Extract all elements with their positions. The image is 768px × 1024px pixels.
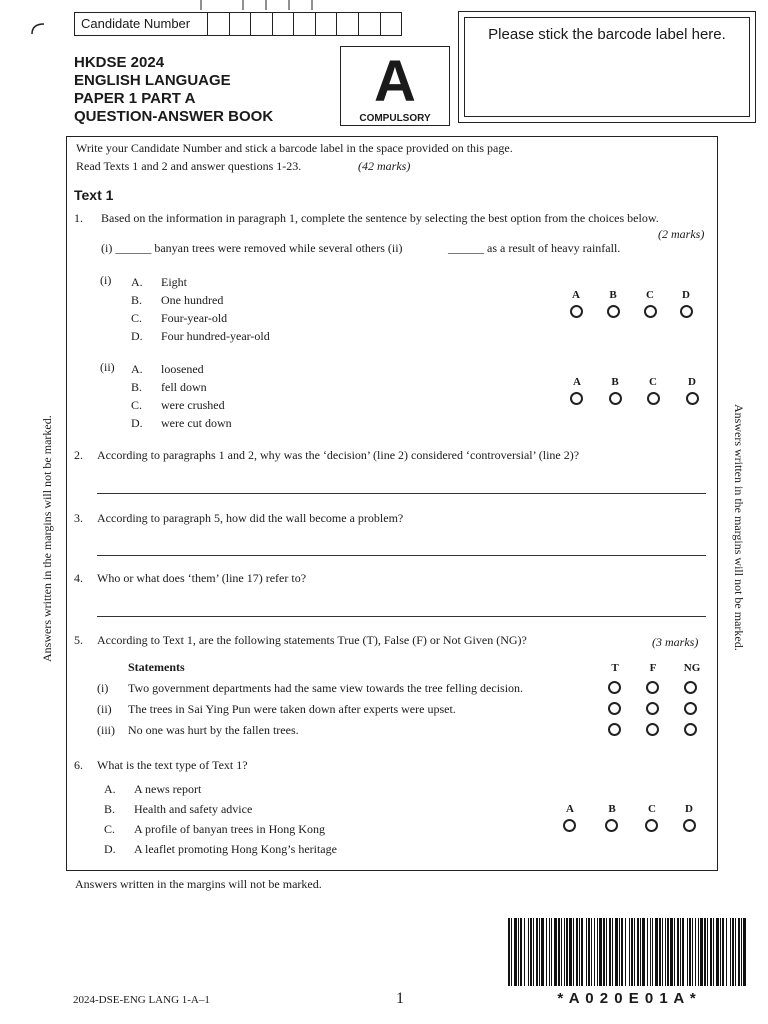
instruction-line-1: Write your Candidate Number and stick a barcode label in the space provided on this page. (76, 141, 513, 155)
answer-bubble-b[interactable] (605, 819, 618, 832)
barcode-stripe (722, 918, 724, 986)
instruction-line-2: Read Texts 1 and 2 and answer questions 1-23. (76, 159, 302, 173)
answer-bubble-d[interactable] (680, 305, 693, 318)
statement-num: (i) (97, 681, 109, 695)
right-margin-note: Answers written in the margins will not be marked. (732, 404, 746, 651)
barcode-stripe (687, 918, 688, 986)
option-letter: A. (104, 782, 116, 796)
barcode-stripe (549, 918, 550, 986)
barcode-stripe (625, 918, 626, 986)
barcode-stripe (579, 918, 580, 986)
q5-number: 5. (74, 633, 83, 647)
option-letter: C. (104, 822, 116, 836)
q1-part2-label: (ii) (100, 360, 115, 374)
barcode-stripe (573, 918, 574, 986)
answer-bubble-c[interactable] (647, 392, 660, 405)
digit-box[interactable] (251, 13, 273, 35)
option-letter: D. (131, 416, 143, 430)
digit-box[interactable] (316, 13, 338, 35)
digit-box[interactable] (359, 13, 381, 35)
margin-note: Answers written in the margins will not be marked. (75, 877, 322, 891)
bubble-true-ii[interactable] (608, 702, 621, 715)
option-text: loosened (161, 362, 204, 376)
barcode-stripe (558, 918, 560, 986)
choice-letter: A (572, 289, 580, 301)
digit-box[interactable] (381, 13, 402, 35)
option-letter: B. (104, 802, 116, 816)
barcode-stripe (536, 918, 538, 986)
barcode-stripe (594, 918, 595, 986)
q4-answer-line[interactable] (97, 616, 706, 617)
option-letter: B. (131, 380, 143, 394)
barcode-stripe (508, 918, 510, 986)
q5-text: According to Text 1, are the following statements True (T), False (F) or Not Given (NG)? (97, 633, 527, 647)
title-line: PAPER 1 PART A (74, 90, 196, 107)
title-line: QUESTION-ANSWER BOOK (74, 108, 274, 125)
choice-letter: B (611, 376, 619, 388)
bubble-ng-i[interactable] (684, 681, 697, 694)
barcode-stripe (738, 918, 740, 986)
choice-letter: D (682, 289, 690, 301)
q1-text: Based on the information in paragraph 1, complete the sentence by selecting the best option from the choices below. (101, 211, 659, 225)
option-text: A news report (134, 782, 202, 796)
barcode-text: * A 0 2 0 E 0 1 A * (557, 990, 697, 1007)
barcode-stripe (716, 918, 719, 986)
choice-letter: D (688, 376, 696, 388)
part-letter: A (374, 49, 416, 114)
page-number: 1 (396, 990, 404, 1007)
option-text: Four hundred-year-old (161, 329, 270, 343)
barcode-stripe (689, 918, 691, 986)
digit-box[interactable] (230, 13, 252, 35)
column-label-not-given: NG (683, 662, 701, 674)
option-letter: B. (131, 293, 143, 307)
statement-text: Two government departments had the same view towards the tree felling decision. (128, 681, 524, 695)
option-text: A leaflet promoting Hong Kong’s heritage (134, 842, 337, 856)
barcode-stripe (533, 918, 534, 986)
choice-letter: A (573, 376, 581, 388)
barcode-stripe (597, 918, 598, 986)
paper-code: 2024-DSE-ENG LANG 1-A–1 (73, 994, 210, 1006)
option-text: One hundred (161, 293, 224, 307)
barcode-stripe (520, 918, 522, 986)
registration-ticks (196, 0, 346, 12)
column-label-false: F (649, 662, 657, 674)
barcode-stripe (637, 918, 639, 986)
barcode-stripe (621, 918, 623, 986)
barcode-stripe (726, 918, 727, 986)
option-letter: A. (131, 362, 143, 376)
q6-options (134, 779, 337, 859)
barcode-stripe (741, 918, 742, 986)
barcode-stripe (609, 918, 611, 986)
barcode-stripe (551, 918, 552, 986)
barcode-stripe (566, 918, 568, 986)
barcode-stripe (569, 918, 572, 986)
answer-bubble-c[interactable] (645, 819, 658, 832)
barcode-stripe (704, 918, 706, 986)
choice-letter: C (646, 289, 654, 301)
q6-text: What is the text type of Text 1? (97, 758, 248, 772)
barcode-stripe (612, 918, 613, 986)
barcode-stripe (720, 918, 721, 986)
q6-number: 6. (74, 758, 83, 772)
barcode-instruction: Please stick the barcode label here. (488, 26, 726, 43)
q1-number: 1. (74, 211, 83, 225)
choice-letter: C (649, 376, 657, 388)
statement-num: (iii) (97, 723, 115, 737)
answer-bubble-c[interactable] (644, 305, 657, 318)
barcode-stripe (655, 918, 658, 986)
answer-bubble-d[interactable] (683, 819, 696, 832)
barcode-stripe (652, 918, 653, 986)
barcode-stripe (546, 918, 547, 986)
barcode-stripe (524, 918, 525, 986)
barcode-stripe (634, 918, 635, 986)
bubble-ng-ii[interactable] (684, 702, 697, 715)
q2-answer-line[interactable] (97, 493, 706, 494)
q4-text: Who or what does ‘them’ (line 17) refer to? (97, 571, 307, 585)
bubble-true-iii[interactable] (608, 723, 621, 736)
barcode-stripe (530, 918, 532, 986)
barcode-stripe (606, 918, 607, 986)
barcode-stripe (674, 918, 675, 986)
digit-box[interactable] (208, 13, 230, 35)
answer-bubble-a[interactable] (570, 392, 583, 405)
barcode-stripe (682, 918, 684, 986)
option-letter: C. (131, 398, 143, 412)
digit-box[interactable] (294, 13, 316, 35)
title-line: HKDSE 2024 (74, 54, 165, 71)
barcode-stripe (680, 918, 681, 986)
barcode-stripe (554, 918, 557, 986)
barcode-stripe (615, 918, 618, 986)
answer-bubble-b[interactable] (607, 305, 620, 318)
q2-number: 2. (74, 448, 83, 462)
choice-letter: D (685, 803, 693, 815)
bubble-true-i[interactable] (608, 681, 621, 694)
choice-letter: A (566, 803, 574, 815)
q6-letters (104, 779, 116, 859)
q1-part1-letters (131, 273, 143, 345)
barcode-stripe (730, 918, 731, 986)
barcode-stripe (713, 918, 714, 986)
barcode-stripe (631, 918, 633, 986)
option-text: Four-year-old (161, 311, 228, 325)
option-text: Eight (161, 275, 187, 289)
barcode-stripe (710, 918, 712, 986)
barcode-stripe (629, 918, 630, 986)
choice-letter: C (648, 803, 656, 815)
bubble-false-ii[interactable] (646, 702, 659, 715)
barcode-stripe (561, 918, 562, 986)
barcode-stripe (735, 918, 736, 986)
corner-mark-icon (28, 20, 48, 36)
barcode-stripe (588, 918, 590, 986)
answer-bubble-a[interactable] (563, 819, 576, 832)
q3-text: According to paragraph 5, how did the wall become a problem? (97, 511, 404, 525)
barcode-stripe (518, 918, 519, 986)
left-margin-note: Answers written in the margins will not be marked. (40, 415, 54, 662)
choice-letter: B (608, 803, 616, 815)
barcode-stripe (677, 918, 679, 986)
barcode-stripe (640, 918, 641, 986)
candidate-number-field[interactable] (74, 12, 402, 36)
barcode-stripe (662, 918, 663, 986)
barcode-stripe (528, 918, 529, 986)
barcode-stripe (603, 918, 605, 986)
q5-statements-header: Statements (128, 660, 185, 674)
option-letter: C. (131, 311, 143, 325)
exam-title (74, 54, 273, 126)
part-indicator (340, 46, 450, 126)
bubble-false-iii[interactable] (646, 723, 659, 736)
q5-marks: (3 marks) (652, 635, 699, 649)
option-text: Health and safety advice (134, 802, 253, 816)
q1-sentence-b: ______ as a result of heavy rainfall. (448, 241, 621, 255)
barcode-stripe (539, 918, 540, 986)
barcode-stripe (564, 918, 565, 986)
digit-box[interactable] (337, 13, 359, 35)
option-letter: D. (104, 842, 116, 856)
q4-number: 4. (74, 571, 83, 585)
barcode-stripe (599, 918, 602, 986)
barcode-stripe (659, 918, 661, 986)
option-text: were cut down (161, 416, 232, 430)
barcode-stripe (642, 918, 645, 986)
section-title: Text 1 (74, 187, 114, 203)
statement-text: The trees in Sai Ying Pun were taken down after experts were upset. (128, 702, 456, 716)
barcode-label-area[interactable] (458, 11, 756, 123)
barcode-stripe (650, 918, 651, 986)
instruction-marks: (42 marks) (358, 159, 411, 173)
answer-bubble-a[interactable] (570, 305, 583, 318)
barcode-stripe (692, 918, 693, 986)
part-tag: COMPULSORY (359, 113, 431, 124)
barcode-stripe (581, 918, 583, 986)
barcode-stripe (586, 918, 587, 986)
barcode-stripe (576, 918, 578, 986)
option-letter: D. (131, 329, 143, 343)
choice-letter: B (609, 289, 617, 301)
barcode-stripe (591, 918, 592, 986)
barcode-stripe (707, 918, 708, 986)
digit-box[interactable] (273, 13, 295, 35)
barcode-stripe (700, 918, 703, 986)
option-text: were crushed (161, 398, 225, 412)
barcode-stripe (695, 918, 696, 986)
barcode-stripe (511, 918, 512, 986)
q1-part1-options (161, 273, 270, 345)
barcode-stripe (665, 918, 666, 986)
barcode-stripe (647, 918, 648, 986)
option-text: fell down (161, 380, 207, 394)
q1-marks: (2 marks) (658, 227, 705, 241)
q1-part2-letters (131, 360, 143, 432)
option-text: A profile of banyan trees in Hong Kong (134, 822, 325, 836)
barcode-stripe (667, 918, 669, 986)
statement-num: (ii) (97, 702, 112, 716)
bubble-false-i[interactable] (646, 681, 659, 694)
bubble-ng-iii[interactable] (684, 723, 697, 736)
answer-bubble-d[interactable] (686, 392, 699, 405)
q1-part2-options (161, 360, 232, 432)
q3-answer-line[interactable] (97, 555, 706, 556)
option-letter: A. (131, 275, 143, 289)
barcode-icon (508, 918, 746, 986)
q1-part1-label: (i) (100, 273, 112, 287)
barcode-stripe (743, 918, 746, 986)
q1-sentence-a: (i) ______ banyan trees were removed while several others (ii) (101, 241, 403, 255)
statement-text: No one was hurt by the fallen trees. (128, 723, 299, 737)
column-label-true: T (611, 662, 619, 674)
barcode-stripe (514, 918, 517, 986)
candidate-number-label: Candidate Number (75, 13, 208, 35)
q2-text: According to paragraphs 1 and 2, why was the ‘decision’ (line 2) considered ‘controversial’ (line 2)? (97, 448, 580, 462)
barcode-stripe (541, 918, 544, 986)
title-line: ENGLISH LANGUAGE (74, 72, 231, 89)
barcode-stripe (698, 918, 699, 986)
barcode-stripe (670, 918, 673, 986)
q3-number: 3. (74, 511, 83, 525)
answer-bubble-b[interactable] (609, 392, 622, 405)
barcode-stripe (619, 918, 620, 986)
barcode-stripe (732, 918, 734, 986)
